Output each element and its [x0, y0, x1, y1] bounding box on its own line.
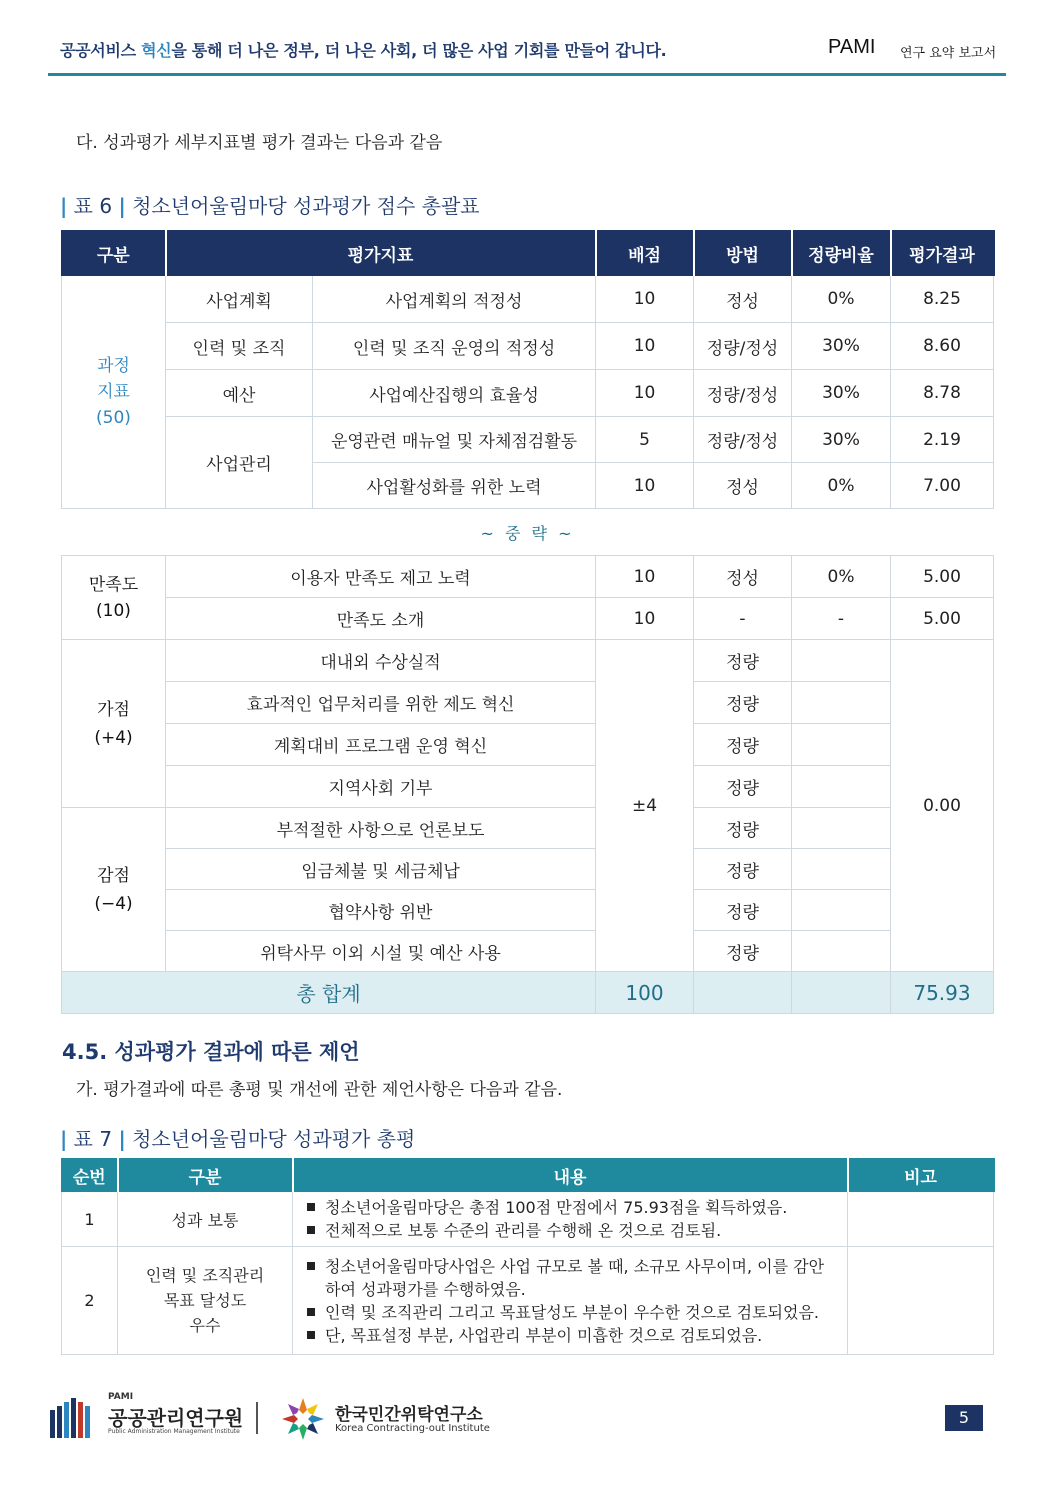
footer-divider — [256, 1402, 258, 1434]
table-row: 효과적인 업무처리를 위한 제도 혁신 정량 — [62, 682, 994, 724]
table-row: 1 성과 보통 청소년어울림마당은 총점 100점 만점에서 75.93점을 획득하였음. 전체적으로 보통 수준의 관리를 수행해 온 것으로 검토됨. — [62, 1192, 994, 1247]
header-subtitle: 연구 요약 보고서 — [900, 46, 997, 61]
table-row: 협약사항 위반 정량 — [62, 890, 994, 931]
table-row: 인력 및 조직 인력 및 조직 운영의 적정성 10 정량/정성 30% 8.60 — [62, 323, 994, 370]
bullet-icon — [307, 1308, 315, 1316]
total-score: 100 — [596, 972, 694, 1014]
table6-title: | 표 6 | 청소년어울림마당 성과평가 점수 총괄표 — [60, 194, 480, 218]
table-row: 예산 사업예산집행의 효율성 10 정량/정성 30% 8.78 — [62, 370, 994, 417]
bullet-icon — [307, 1226, 315, 1234]
table6-part1 — [61, 230, 995, 509]
table-row: 계획대비 프로그램 운영 혁신 정량 — [62, 724, 994, 766]
table-row: 만족도 소개 10 - - 5.00 — [62, 598, 994, 640]
group-satisfaction: 만족도 (10) — [62, 556, 166, 640]
section-title: 4.5. 성과평가 결과에 따른 제언 — [62, 1040, 360, 1064]
th-category: 구분 — [62, 231, 166, 276]
section-para: 가. 평가결과에 따른 총평 및 개선에 관한 제언사항은 다음과 같음. — [76, 1080, 563, 1100]
total-result: 75.93 — [891, 972, 994, 1014]
adjust-result: 0.00 — [891, 640, 994, 972]
th-no: 순번 — [62, 1159, 118, 1192]
bullet-icon — [307, 1203, 315, 1211]
th-category: 구분 — [118, 1159, 293, 1192]
table-row: 사업활성화를 위한 노력 10 정성 0% 7.00 — [62, 463, 994, 509]
table7 — [61, 1158, 995, 1355]
table-row: 가점 (+4) 대내외 수상실적 ±4 정량 0.00 — [62, 640, 994, 682]
th-ratio: 정량비율 — [792, 231, 891, 276]
group-bonus: 가점 (+4) — [62, 640, 166, 808]
table-row: 2 인력 및 조직관리 목표 달성도 우수 청소년어울림마당사업은 사업 규모로 볼 때, 소규모 사무이며, 이를 감안하여 성과평가를 수행하였음. 인력 및 조직관리 그리고 목표달성도 부분이 우수한 것으로 검토되었음. 단, 목표설정 부분, 사업관리 부분이 미흡한 것으로 검토되었음. — [62, 1247, 994, 1355]
th-note: 비고 — [848, 1159, 994, 1192]
omitted-marker: ~ 중 략 ~ — [480, 524, 575, 543]
header-brand: PAMI — [828, 36, 876, 58]
total-row — [62, 972, 994, 1014]
table7-header-row — [62, 1159, 994, 1192]
th-method: 방법 — [694, 231, 792, 276]
table-row: 사업관리 운영관련 매뉴얼 및 자체점검활동 5 정량/정성 30% 2.19 — [62, 417, 994, 463]
th-result: 평가결과 — [891, 231, 994, 276]
total-label: 총 합계 — [62, 972, 596, 1014]
header-divider — [48, 73, 1006, 76]
group-process: 과정 지표 (50) — [62, 276, 166, 509]
table7-title: | 표 7 | 청소년어울림마당 성과평가 총평 — [60, 1127, 416, 1151]
table-row: 위탁사무 이외 시설 및 예산 사용 정량 — [62, 931, 994, 972]
pami-logo-icon — [50, 1396, 98, 1438]
table-row: 만족도 (10) 이용자 만족도 제고 노력 10 정성 0% 5.00 — [62, 556, 994, 598]
table6-header-row — [62, 231, 994, 276]
adjust-score: ±4 — [596, 640, 694, 972]
intro-text: 다. 성과평가 세부지표별 평가 결과는 다음과 같음 — [76, 133, 443, 153]
table-row: 과정 지표 (50) 사업계획 사업계획의 적정성 10 정성 0% 8.25 — [62, 276, 994, 323]
table-row: 임금체불 및 세금체납 정량 — [62, 849, 994, 890]
table-row: 감점 (−4) 부적절한 사항으로 언론보도 정량 — [62, 808, 994, 849]
bullet-icon — [307, 1331, 315, 1339]
page-number: 5 — [945, 1405, 983, 1431]
header-highlight: 혁신 — [141, 41, 172, 60]
group-penalty: 감점 (−4) — [62, 808, 166, 972]
star-logo-icon — [280, 1396, 326, 1442]
header-tagline: 공공서비스 혁신을 통해 더 나은 정부, 더 나은 사회, 더 많은 사업 기회를 만들어 갑니다. — [60, 41, 667, 60]
bullet-icon — [307, 1262, 315, 1270]
th-content: 내용 — [293, 1159, 848, 1192]
table6-part2 — [61, 555, 994, 1014]
th-indicator: 평가지표 — [166, 231, 596, 276]
th-score: 배점 — [596, 231, 694, 276]
table-row: 지역사회 기부 정량 — [62, 766, 994, 808]
